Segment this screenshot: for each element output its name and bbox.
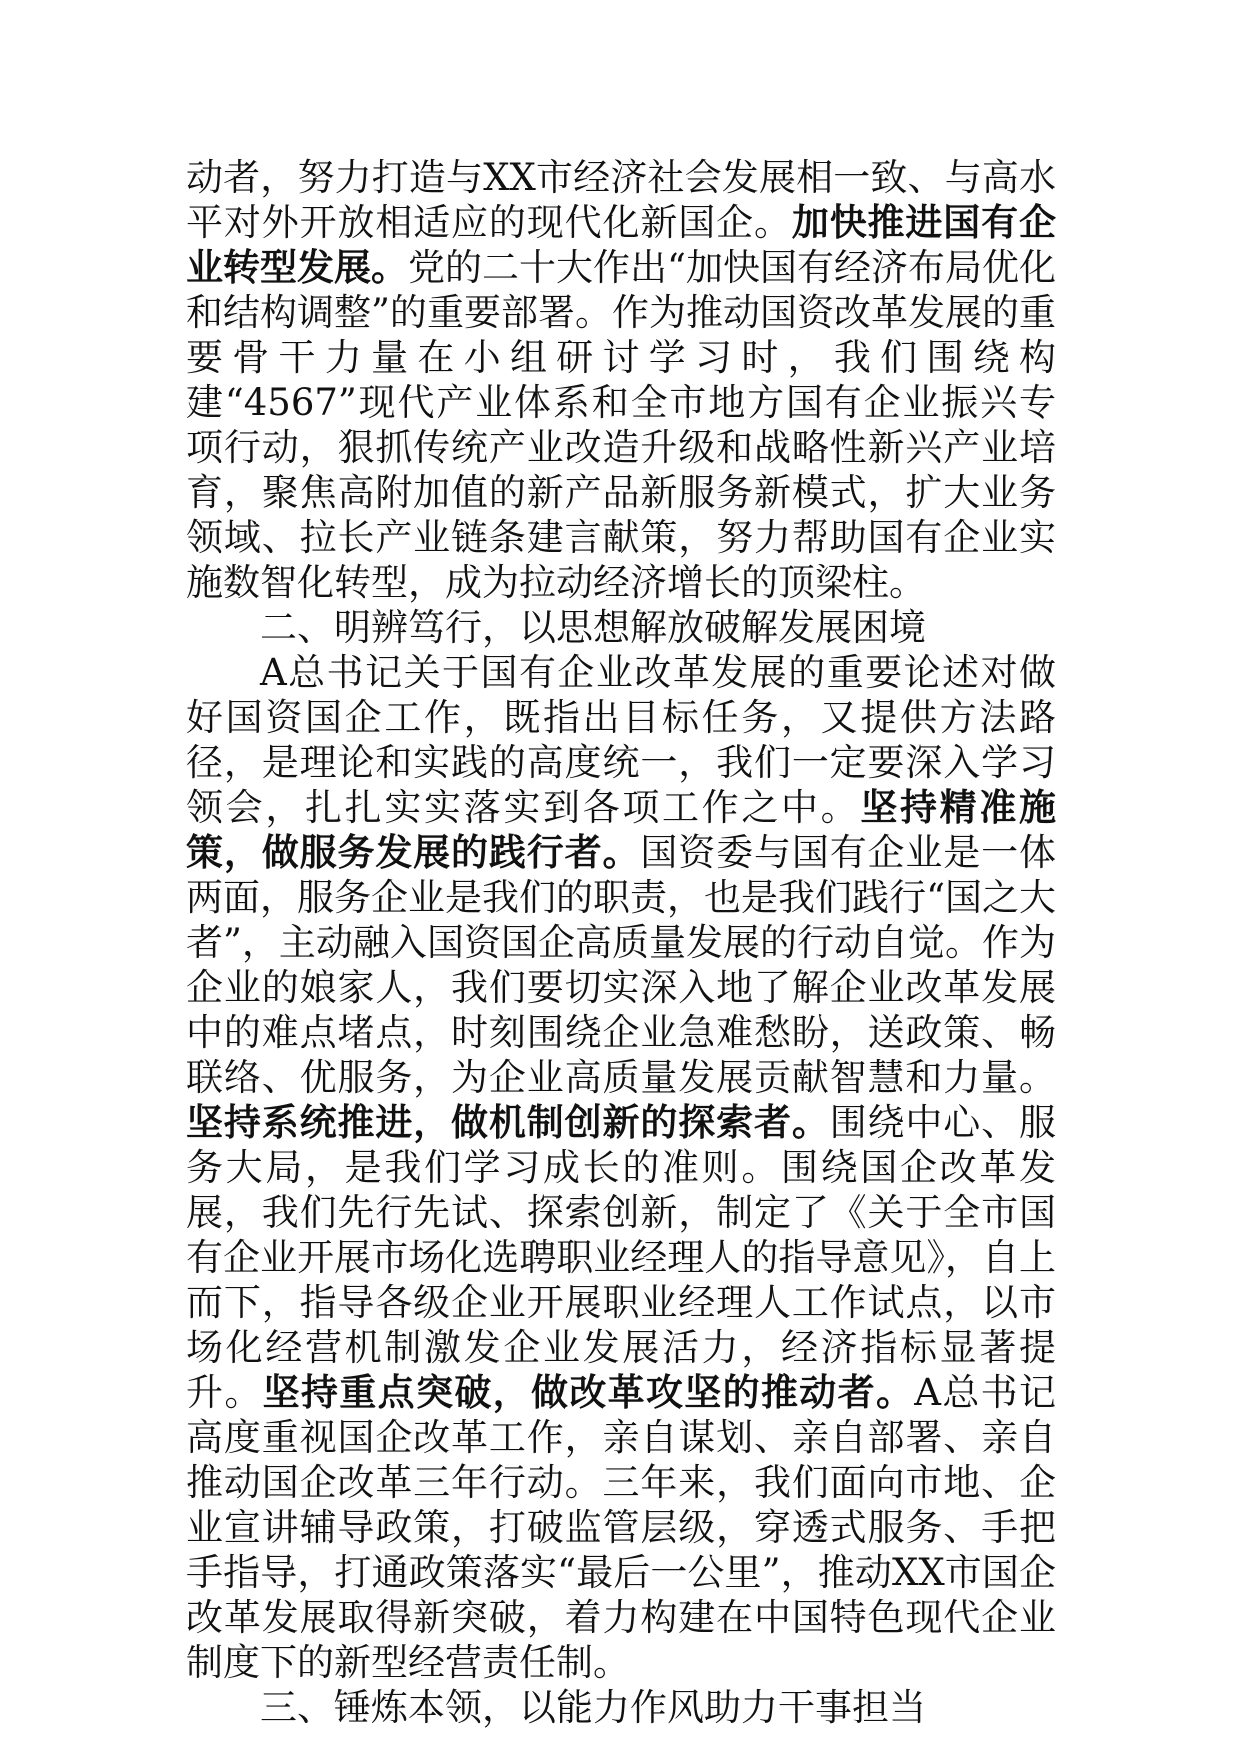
section-heading-3: 三、锤炼本领，以能力作风助力干事担当: [260, 1686, 926, 1729]
section-heading-2: 二、明辨笃行，以思想解放破解发展困境: [260, 606, 926, 649]
bold-heading-text: 坚持重点突破，做改革攻坚的推动者。: [262, 1370, 915, 1414]
bold-heading-text: 加快推进国有企业转型发展。: [186, 200, 1057, 289]
paragraph-text: A总书记关于国有企业改革发展的重要论述对做好国资国企工作，既指出目标任务，又提供方法路径，是理论和实践的高度统一，我们一定要深入学习领会，扎扎实实落实到各项工作之中。: [186, 651, 1056, 829]
paragraph-text: A总书记高度重视国企改革工作，亲自谋划、亲自部署、亲自推动国企改革三年行动。三年来，我们面向市地、企业宣讲辅导政策，打破监管层级，穿透式服务、手把手指导，打通政策落实“最后一公里”，推动XX市国企改革发展取得新突破，着力构建在中国特色现代企业制度下的新型经营责任制。: [186, 1371, 1057, 1684]
document-body: [186, 155, 1056, 1730]
paragraph-text: 党的二十大作出“加快国有经济布局优化和结构调整”的重要部署。作为推动国资改革发展的重要骨干力量在小组研讨学习时，我们围绕构建“4567”现代产业体系和全市地方国有企业振兴专项行动，狠抓传统产业改造升级和战略性新兴产业培育，聚焦高附加值的新产品新服务新模式，扩大业务领域、拉长产业链条建言献策，努力帮助国有企业实施数智化转型，成为拉动经济增长的顶梁柱。: [186, 246, 1057, 604]
bold-heading-text: 坚持系统推进，做机制创新的探索者。: [186, 1100, 830, 1144]
bold-heading-text: 坚持精准施策，做服务发展的践行者。: [186, 785, 1057, 874]
paragraph-text: 围绕中心、服务大局，是我们学习成长的准则。围绕国企改革发展，我们先行先试、探索创新，制定了《关于全市国有企业开展市场化选聘职业经理人的指导意见》，自上而下，指导各级企业开展职业经理人工作试点，以市场化经营机制激发企业发展活力，经济指标显著提升。: [186, 1101, 1057, 1414]
paragraph-section-2: [186, 650, 1056, 1685]
paragraph-continued: [186, 155, 1056, 605]
paragraph-text: 动者，努力打造与XX市经济社会发展相一致、与高水平对外开放相适应的现代化新国企。: [186, 156, 1056, 244]
paragraph-text: 国资委与国有企业是一体两面，服务企业是我们的职责，也是我们践行“国之大者”，主动融入国资国企高质量发展的行动自觉。作为企业的娘家人，我们要切实深入地了解企业改革发展中的难点堵点，时刻围绕企业急难愁盼，送政策、畅联络、优服务，为企业高质量发展贡献智慧和力量。: [186, 831, 1057, 1099]
